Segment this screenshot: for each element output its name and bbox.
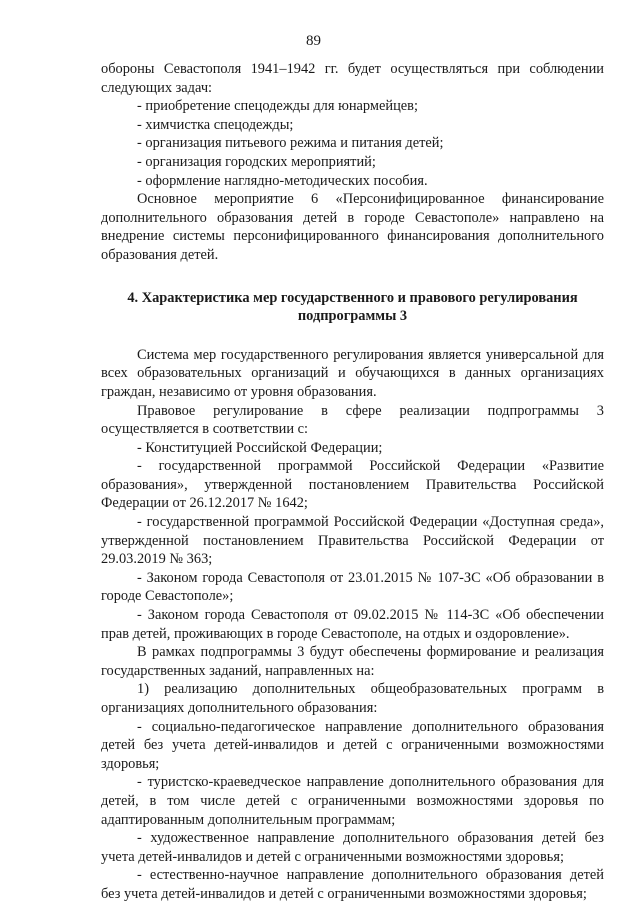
page-number: 89 [306,33,321,49]
list-item: - государственной программой Российской Федерации «Развитие образования», утвержденной постановлением Правительства Российской Федерации от 26.12.2017 № 1642; [101,458,604,512]
list-item: - социально-педагогическое направление дополнительного образования детей без учета детей-инвалидов и детей с ограниченными возможностями здоровья; [101,718,604,772]
list-item: - химчистка спецодежды; [137,116,294,133]
section-heading: 4. Характеристика мер государственного и правового регулирования подпрограммы 3 [127,289,578,325]
list-item: 1) реализацию дополнительных общеобразовательных программ в организациях дополнительного образования: [101,681,604,716]
page-content [101,60,604,904]
list-item: - естественно-научное направление дополнительного образования детей без учета детей-инвалидов и детей с ограниченными возможностями здоровья; [101,867,604,902]
list-item: - организация питьевого режима и питания детей; [137,135,444,152]
paragraph: Основное мероприятие 6 «Персонифицированное финансирование дополнительного образования детей в городе Севастополе» направлено на внедрение системы персонифицированного финансирования дополнительного образования детей. [101,191,604,263]
list-item: - Конституцией Российской Федерации; [137,439,383,456]
paragraph: обороны Севастополя 1941–1942 гг. будет осуществляться при соблюдении следующих задач: [101,61,604,96]
list-item: - оформление наглядно-методических пособия. [137,172,428,189]
paragraph: В рамках подпрограммы 3 будут обеспечены формирование и реализация государственных заданий, направленных на: [101,644,604,679]
list-item: - приобретение спецодежды для юнармейцев; [137,98,418,115]
list-item: - художественное направление дополнительного образования детей без учета детей-инвалидов и детей с ограниченными возможностями здоровья; [101,830,604,865]
paragraph: Система мер государственного регулирования является универсальной для всех образовательных организаций и обучающихся в данных организациях граждан, независимо от уровня образования. [101,346,604,400]
paragraph: Правовое регулирование в сфере реализации подпрограммы 3 осуществляется в соответствии с: [101,402,604,438]
list-item: - государственной программой Российской Федерации «Доступная среда», утвержденной постановлением Правительства Российской Федерации от 29.03.2019 № 363; [101,514,604,568]
list-item: - Законом города Севастополя от 23.01.2015 № 107-ЗС «Об образовании в городе Севастополе»; [101,569,604,605]
list-item: - туристско-краеведческое направление дополнительного образования для детей, в том числе детей с ограниченными возможностями здоровья по адаптированным дополнительным программам; [101,774,604,828]
list-item: - Законом города Севастополя от 09.02.2015 № 114-ЗС «Об обеспечении прав детей, проживающих в городе Севастополе, на отдых и оздоровление». [101,607,604,642]
list-item: - организация городских мероприятий; [137,153,376,170]
